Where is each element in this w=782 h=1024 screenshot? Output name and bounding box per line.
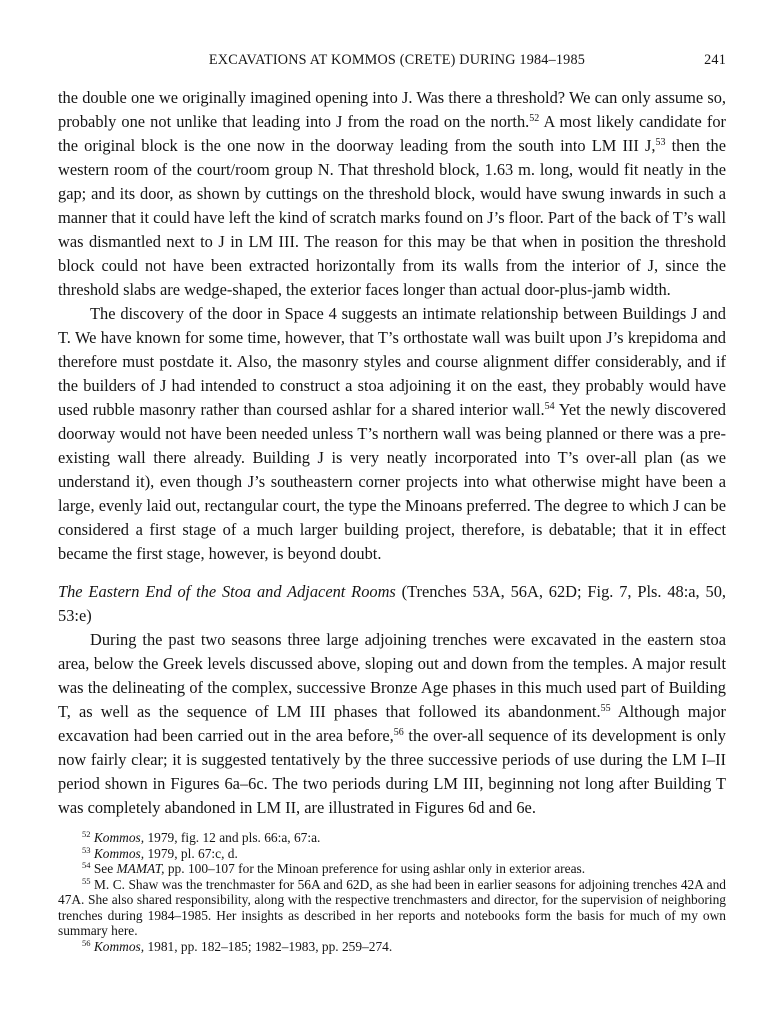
footnotes <box>58 830 726 954</box>
italic-text: Kommos, <box>93 938 145 954</box>
text-run: the over-all sequence of its development is only now fairly clear; it is suggested tentatively by the three successive periods of use during the LM I–II period shown in Figures 6a–6c. The two periods during LM III, beginning not long after Building T was completely abandoned in LM II, are illustrated in Figures 6d and 6e. <box>58 726 726 817</box>
note-reference: 53 <box>82 844 91 855</box>
note-reference: 56 <box>393 727 404 738</box>
paragraph <box>58 302 726 566</box>
footnote <box>58 939 726 955</box>
text-run: The discovery of the door in Space 4 suggests an intimate relationship between Buildings J and T. We have known for some time, however, that T’s orthostate wall was built upon J’s krepidoma and therefore must postdate it. Also, the masonry styles and course alignment differ considerably, and if the builders of J had intended to construct a stoa adjoining it on the east, they probably would have used rubble masonry rather than coursed ashlar for a shared interior wall. <box>58 304 726 419</box>
text-run: During the past two seasons three large adjoining trenches were excavated in the eastern stoa area, below the Greek levels discussed above, sloping out and down from the temples. A major result was the delineating of the complex, successive Bronze Age phases in this much used part of Building T, as well as the sequence of LM III phases that followed its abandonment. <box>58 630 726 721</box>
note-reference: 54 <box>544 401 555 412</box>
text-run: then the western room of the court/room group N. That threshold block, 1.63 m. long, would fit neatly in the gap; and its door, as shown by cuttings on the threshold block, would have swung inwards in such a manner that it could have left the kind of scratch marks found on J’s floor. Part of the back of T’s wall was dismantled next to J in LM III. The reason for this may be that when in position the threshold block could not have been extracted horizontally from its walls from the interior of J, since the threshold slabs are wedge-shaped, the exterior faces longer than actual door-plus-jamb width. <box>58 136 726 299</box>
footnote <box>58 830 726 846</box>
text-run: 1979, pl. 67:c, d. <box>144 845 238 861</box>
text-run: pp. 100–107 for the Minoan preference for using ashlar only in exterior areas. <box>164 861 586 876</box>
footnote <box>58 846 726 862</box>
running-head <box>58 52 726 69</box>
paragraph <box>58 628 726 820</box>
italic-text: The Eastern End of the Stoa and Adjacent Rooms <box>58 582 396 601</box>
note-reference: 54 <box>82 860 91 870</box>
text-run: A most likely candidate for the original block is the one now in the doorway leading from the south into LM III J, <box>58 112 726 155</box>
page-number: 241 <box>704 52 726 68</box>
page <box>58 52 726 954</box>
note-reference: 55 <box>600 703 611 714</box>
paragraph <box>58 86 726 302</box>
footnote <box>58 877 726 939</box>
note-reference: 56 <box>82 937 91 948</box>
text-run: (Trenches 53A, 56A, 62D; Fig. 7, Pls. 48:a, 50, 53:e) <box>58 582 726 625</box>
note-reference: 52 <box>529 113 540 124</box>
text-run: M. C. Shaw was the trenchmaster for 56A and 62D, as she had been in earlier seasons for adjoining trenches 42A and 47A. She also shared responsibility, along with the respective trenchmasters and director, for the supervision of neighboring trenches during 1984–1985. Her insights as described in her reports and notebooks form the basis for much of my own summary here. <box>58 876 726 938</box>
italic-text: Kommos, <box>93 830 145 845</box>
note-reference: 55 <box>82 875 91 886</box>
italic-text: Kommos, <box>93 845 145 861</box>
footnote <box>58 861 726 877</box>
italic-text: MAMAT, <box>116 861 165 876</box>
note-reference: 52 <box>82 829 91 839</box>
note-reference: 53 <box>655 137 666 148</box>
text-run: the double one we originally imagined opening into J. Was there a threshold? We can only assume so, probably one not unlike that leading into J from the road on the north. <box>58 88 726 131</box>
running-title: EXCAVATIONS AT KOMMOS (CRETE) DURING 1984–1985 <box>208 52 586 68</box>
section-heading <box>58 580 726 628</box>
body-text <box>58 86 726 820</box>
text-run: See <box>90 861 117 876</box>
text-run: Although major excavation had been carried out in the area before, <box>58 702 726 745</box>
text-run: Yet the newly discovered doorway would not have been needed unless T’s northern wall was being planned or there was a pre-existing wall there already. Building J is very neatly incorporated into T’s over-all plan (as we understand it), even though J’s southeastern corner projects into what otherwise might have been a large, evenly laid out, rectangular court, the type the Minoans preferred. The degree to which J can be considered a first stage of a much larger building project, therefore, is debatable; that it in effect became the first stage, however, is beyond doubt. <box>58 400 726 563</box>
text-run: 1979, fig. 12 and pls. 66:a, 67:a. <box>144 830 321 845</box>
text-run: 1981, pp. 182–185; 1982–1983, pp. 259–274. <box>144 938 393 954</box>
